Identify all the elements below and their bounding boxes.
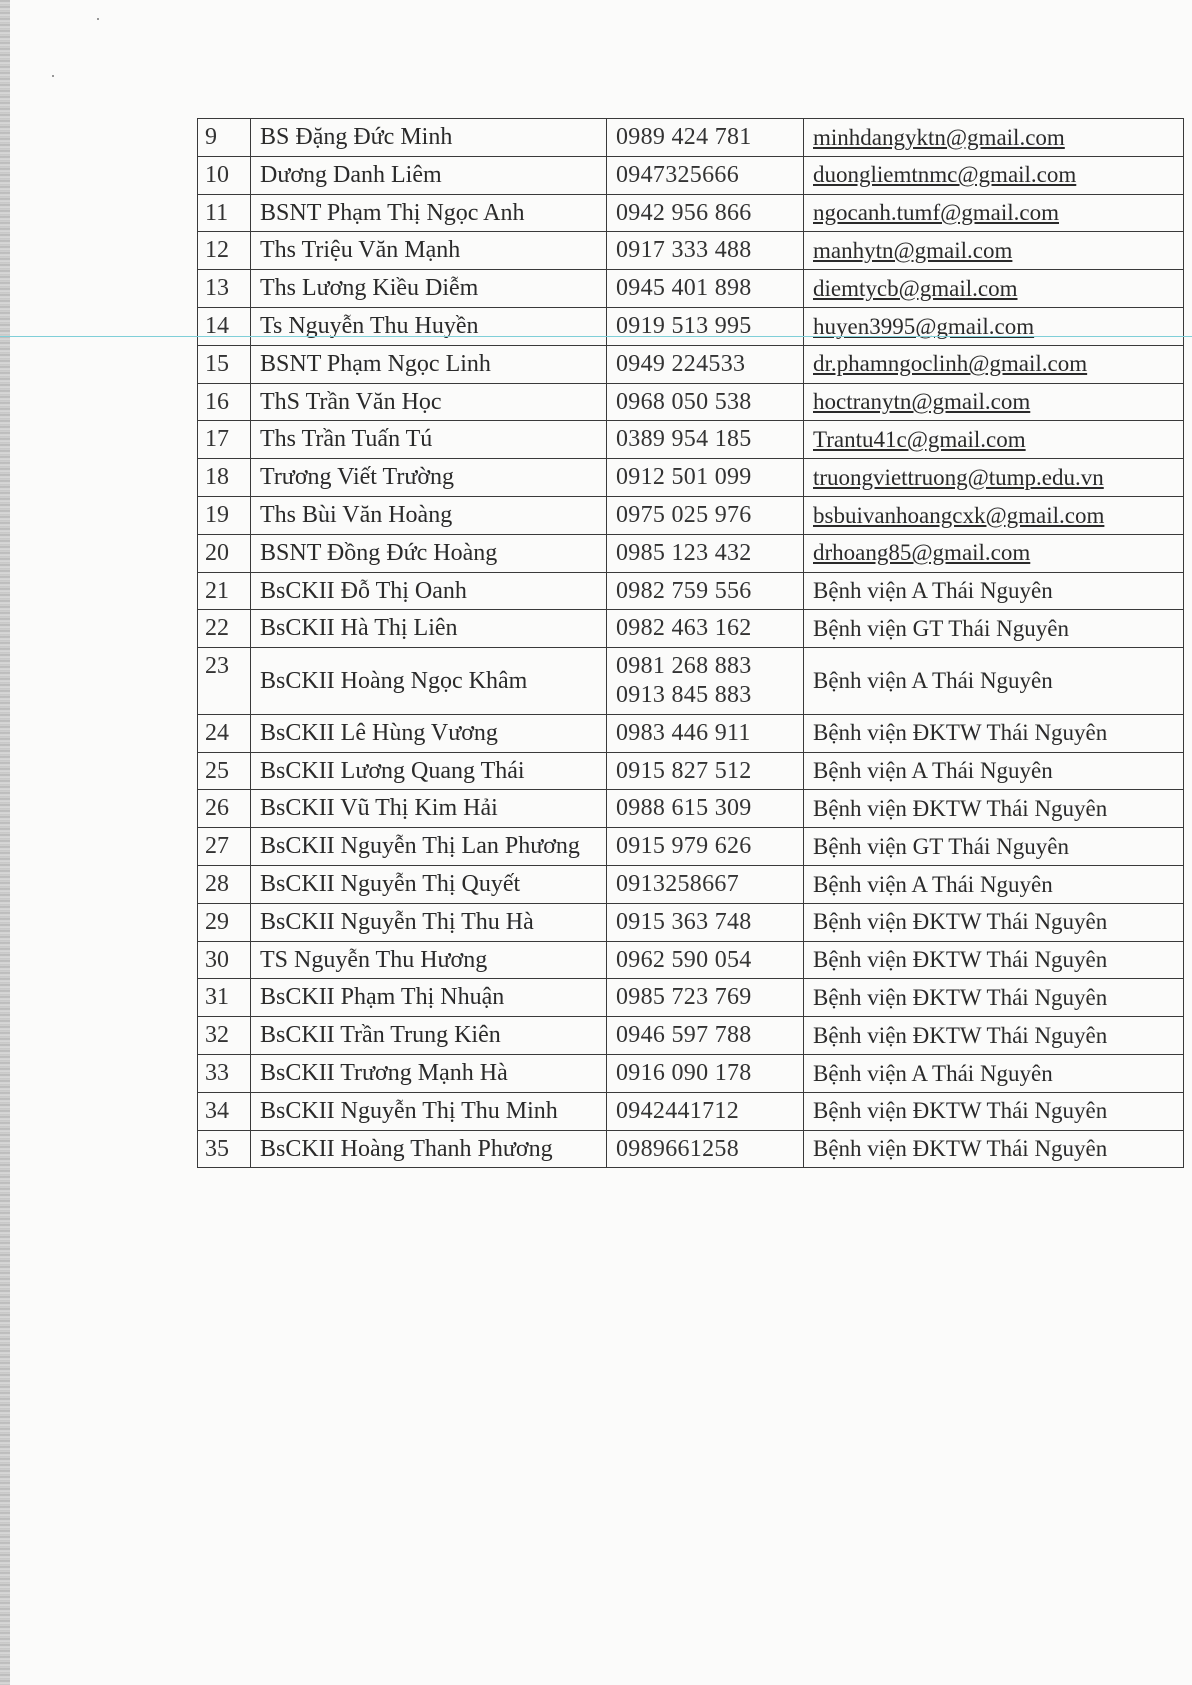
- table-row: [198, 459, 1184, 497]
- phone-cell: [607, 421, 804, 459]
- scan-edge-artifact: [0, 0, 10, 1685]
- phone-cell: [607, 534, 804, 572]
- row-number: 13: [198, 270, 251, 308]
- contact-cell: [804, 1130, 1184, 1168]
- scan-speck: [97, 18, 99, 20]
- person-name: Ths Bùi Văn Hoàng: [251, 496, 607, 534]
- workplace-text: Bệnh viện GT Thái Nguyên: [813, 615, 1069, 641]
- email-link[interactable]: huyen3995@gmail.com: [813, 313, 1035, 339]
- table-row: [198, 270, 1184, 308]
- email-link[interactable]: Trantu41c@gmail.com: [813, 426, 1026, 452]
- phone-cell: [607, 1130, 804, 1168]
- workplace-text: Bệnh viện A Thái Nguyên: [813, 578, 1053, 604]
- phone-number: 0989 424 781: [616, 124, 752, 150]
- scan-speck: [52, 75, 54, 77]
- table-row: [198, 790, 1184, 828]
- phone-cell: [607, 828, 804, 866]
- row-number: 35: [198, 1130, 251, 1168]
- workplace-text: Bệnh viện A Thái Nguyên: [813, 668, 1053, 694]
- row-number: 15: [198, 345, 251, 383]
- person-name: Ths Lương Kiều Diễm: [251, 270, 607, 308]
- table-row: [198, 865, 1184, 903]
- phone-number: 0942441712: [616, 1097, 739, 1124]
- phone-cell: [607, 979, 804, 1017]
- person-name: BsCKII Nguyễn Thị Thu Minh: [251, 1092, 607, 1130]
- workplace-text: Bệnh viện ĐKTW Thái Nguyên: [813, 1098, 1108, 1124]
- table-row: [198, 156, 1184, 194]
- phone-number: 0982 759 556: [616, 577, 752, 604]
- table-row: [198, 1130, 1184, 1168]
- phone-cell: [607, 1017, 804, 1055]
- person-name: BsCKII Vũ Thị Kim Hải: [251, 790, 607, 828]
- table-row: [198, 1017, 1184, 1055]
- person-name: BS Đặng Đức Minh: [251, 119, 607, 157]
- contact-cell: [804, 156, 1184, 194]
- phone-number: 0989661258: [616, 1135, 739, 1162]
- phone-cell: [607, 459, 804, 497]
- phone-cell: [607, 194, 804, 232]
- phone-cell: [607, 790, 804, 828]
- email-link[interactable]: ngocanh.tumf@gmail.com: [813, 200, 1060, 226]
- workplace-text: Bệnh viện ĐKTW Thái Nguyên: [813, 720, 1108, 746]
- phone-number: 0945 401 898: [616, 275, 752, 302]
- phone-number: 0982 463 162: [616, 615, 752, 642]
- table-row: [198, 610, 1184, 648]
- row-number: 24: [198, 714, 251, 752]
- contact-cell: [804, 1092, 1184, 1130]
- phone-number: 0962 590 054: [616, 946, 752, 973]
- row-number: 12: [198, 232, 251, 270]
- workplace-text: Bệnh viện ĐKTW Thái Nguyên: [813, 909, 1108, 935]
- row-number: 28: [198, 865, 251, 903]
- contact-cell: [804, 383, 1184, 421]
- row-number: 10: [198, 156, 251, 194]
- contact-cell: [804, 941, 1184, 979]
- phone-cell: [607, 610, 804, 648]
- workplace-text: Bệnh viện A Thái Nguyên: [813, 758, 1053, 784]
- row-number: 26: [198, 790, 251, 828]
- email-link[interactable]: manhytn@gmail.com: [813, 237, 1013, 263]
- row-number: 32: [198, 1017, 251, 1055]
- phone-number: 0916 090 178: [616, 1059, 752, 1086]
- contact-cell: [804, 345, 1184, 383]
- workplace-text: Bệnh viện GT Thái Nguyên: [813, 833, 1069, 859]
- phone-cell: [607, 345, 804, 383]
- table-row: [198, 496, 1184, 534]
- contact-cell: [804, 119, 1184, 157]
- person-name: BsCKII Hoàng Ngọc Khâm: [251, 648, 607, 715]
- phone-number: 0949 224533: [616, 350, 746, 377]
- email-link[interactable]: bsbuivanhoangcxk@gmail.com: [813, 502, 1105, 528]
- table-row: [198, 648, 1184, 715]
- contact-table-body: [198, 119, 1184, 1168]
- phone-number: 0913 845 883: [616, 681, 752, 708]
- phone-number: 0913258667: [616, 870, 739, 897]
- table-row: [198, 714, 1184, 752]
- row-number: 29: [198, 903, 251, 941]
- phone-cell: [607, 496, 804, 534]
- person-name: BsCKII Lương Quang Thái: [251, 752, 607, 790]
- table-row: [198, 534, 1184, 572]
- email-link[interactable]: hoctranytn@gmail.com: [813, 389, 1031, 415]
- phone-cell: [607, 572, 804, 610]
- contact-cell: [804, 421, 1184, 459]
- phone-number: 0988 615 309: [616, 795, 752, 822]
- row-number: 31: [198, 979, 251, 1017]
- person-name: TS Nguyễn Thu Hương: [251, 941, 607, 979]
- table-row: [198, 572, 1184, 610]
- phone-cell: [607, 232, 804, 270]
- phone-cell: [607, 119, 804, 157]
- row-number: 11: [198, 194, 251, 232]
- contact-cell: [804, 1017, 1184, 1055]
- person-name: BsCKII Phạm Thị Nhuận: [251, 979, 607, 1017]
- contact-cell: [804, 714, 1184, 752]
- contact-cell: [804, 307, 1184, 345]
- row-number: 23: [198, 648, 251, 715]
- phone-number: 0985 723 769: [616, 984, 752, 1011]
- row-number: 30: [198, 941, 251, 979]
- person-name: Trương Viết Trường: [251, 459, 607, 497]
- person-name: BSNT Phạm Thị Ngọc Anh: [251, 194, 607, 232]
- person-name: BsCKII Trương Mạnh Hà: [251, 1054, 607, 1092]
- contact-cell: [804, 865, 1184, 903]
- contact-cell: [804, 828, 1184, 866]
- person-name: ThS Trần Văn Học: [251, 383, 607, 421]
- email-link[interactable]: minhdangyktn@gmail.com: [813, 124, 1065, 150]
- contact-cell: [804, 572, 1184, 610]
- phone-number: 0985 123 432: [616, 539, 752, 566]
- phone-cell: [607, 1092, 804, 1130]
- contact-table: [197, 118, 1184, 1168]
- person-name: Ts Nguyễn Thu Huyền: [251, 307, 607, 345]
- contact-cell: [804, 534, 1184, 572]
- phone-cell: [607, 1054, 804, 1092]
- table-row: [198, 1054, 1184, 1092]
- row-number: 34: [198, 1092, 251, 1130]
- table-row: [198, 979, 1184, 1017]
- phone-number: 0917 333 488: [616, 237, 752, 264]
- phone-number: 0947325666: [616, 161, 739, 188]
- contact-cell: [804, 648, 1184, 715]
- contact-cell: [804, 610, 1184, 648]
- workplace-text: Bệnh viện ĐKTW Thái Nguyên: [813, 1022, 1108, 1048]
- person-name: BsCKII Nguyễn Thị Quyết: [251, 865, 607, 903]
- workplace-text: Bệnh viện A Thái Nguyên: [813, 871, 1053, 897]
- table-row: [198, 828, 1184, 866]
- phone-number: 0389 954 185: [616, 426, 752, 453]
- phone-cell: [607, 714, 804, 752]
- contact-cell: [804, 232, 1184, 270]
- row-number: 33: [198, 1054, 251, 1092]
- phone-number: 0946 597 788: [616, 1022, 752, 1049]
- person-name: BsCKII Hoàng Thanh Phương: [251, 1130, 607, 1168]
- phone-number: 0915 827 512: [616, 757, 752, 784]
- person-name: BsCKII Trần Trung Kiên: [251, 1017, 607, 1055]
- email-link[interactable]: diemtycb@gmail.com: [813, 275, 1018, 301]
- person-name: Ths Trần Tuấn Tú: [251, 421, 607, 459]
- email-link[interactable]: dr.phamngoclinh@gmail.com: [813, 351, 1088, 377]
- row-number: 16: [198, 383, 251, 421]
- row-number: 14: [198, 307, 251, 345]
- phone-cell: [607, 903, 804, 941]
- phone-cell: [607, 156, 804, 194]
- person-name: Ths Triệu Văn Mạnh: [251, 232, 607, 270]
- row-number: 19: [198, 496, 251, 534]
- table-row: [198, 307, 1184, 345]
- workplace-text: Bệnh viện A Thái Nguyên: [813, 1060, 1053, 1086]
- phone-number: 0915 979 626: [616, 833, 752, 860]
- workplace-text: Bệnh viện ĐKTW Thái Nguyên: [813, 1136, 1108, 1162]
- person-name: BSNT Đồng Đức Hoàng: [251, 534, 607, 572]
- phone-number: 0975 025 976: [616, 501, 752, 528]
- person-name: BsCKII Đỗ Thị Oanh: [251, 572, 607, 610]
- table-row: [198, 383, 1184, 421]
- row-number: 27: [198, 828, 251, 866]
- phone-number: 0915 363 748: [616, 908, 752, 935]
- phone-cell: [607, 941, 804, 979]
- person-name: BsCKII Hà Thị Liên: [251, 610, 607, 648]
- contact-cell: [804, 194, 1184, 232]
- email-link[interactable]: drhoang85@gmail.com: [813, 540, 1031, 566]
- contact-cell: [804, 459, 1184, 497]
- contact-cell: [804, 752, 1184, 790]
- table-row: [198, 941, 1184, 979]
- row-number: 22: [198, 610, 251, 648]
- row-number: 18: [198, 459, 251, 497]
- phone-number: 0981 268 883: [616, 653, 752, 680]
- phone-number: 0912 501 099: [616, 464, 752, 491]
- phone-number: 0983 446 911: [616, 719, 751, 746]
- contact-cell: [804, 979, 1184, 1017]
- person-name: BsCKII Nguyễn Thị Lan Phương: [251, 828, 607, 866]
- phone-cell: [607, 648, 804, 715]
- table-row: [198, 421, 1184, 459]
- table-row: [198, 752, 1184, 790]
- phone-number: 0968 050 538: [616, 388, 752, 415]
- scan-line-artifact: [0, 336, 1192, 337]
- row-number: 17: [198, 421, 251, 459]
- phone-cell: [607, 865, 804, 903]
- contact-cell: [804, 270, 1184, 308]
- phone-cell: [607, 270, 804, 308]
- email-link[interactable]: truongviettruong@tump.edu.vn: [813, 464, 1104, 490]
- person-name: BSNT Phạm Ngọc Linh: [251, 345, 607, 383]
- contact-cell: [804, 1054, 1184, 1092]
- phone-number: 0919 513 995: [616, 312, 752, 339]
- table-row: [198, 345, 1184, 383]
- person-name: Dương Danh Liêm: [251, 156, 607, 194]
- table-row: [198, 1092, 1184, 1130]
- table-row: [198, 194, 1184, 232]
- contact-cell: [804, 496, 1184, 534]
- table-row: [198, 119, 1184, 157]
- workplace-text: Bệnh viện ĐKTW Thái Nguyên: [813, 984, 1108, 1010]
- workplace-text: Bệnh viện ĐKTW Thái Nguyên: [813, 795, 1108, 821]
- phone-number: 0942 956 866: [616, 199, 752, 226]
- row-number: 9: [198, 119, 251, 157]
- phone-cell: [607, 307, 804, 345]
- contact-cell: [804, 903, 1184, 941]
- person-name: BsCKII Nguyễn Thị Thu Hà: [251, 903, 607, 941]
- email-link[interactable]: duongliemtnmc@gmail.com: [813, 162, 1077, 188]
- table-row: [198, 903, 1184, 941]
- workplace-text: Bệnh viện ĐKTW Thái Nguyên: [813, 947, 1108, 973]
- row-number: 20: [198, 534, 251, 572]
- table-row: [198, 232, 1184, 270]
- phone-cell: [607, 752, 804, 790]
- contact-cell: [804, 790, 1184, 828]
- row-number: 21: [198, 572, 251, 610]
- row-number: 25: [198, 752, 251, 790]
- phone-cell: [607, 383, 804, 421]
- person-name: BsCKII Lê Hùng Vương: [251, 714, 607, 752]
